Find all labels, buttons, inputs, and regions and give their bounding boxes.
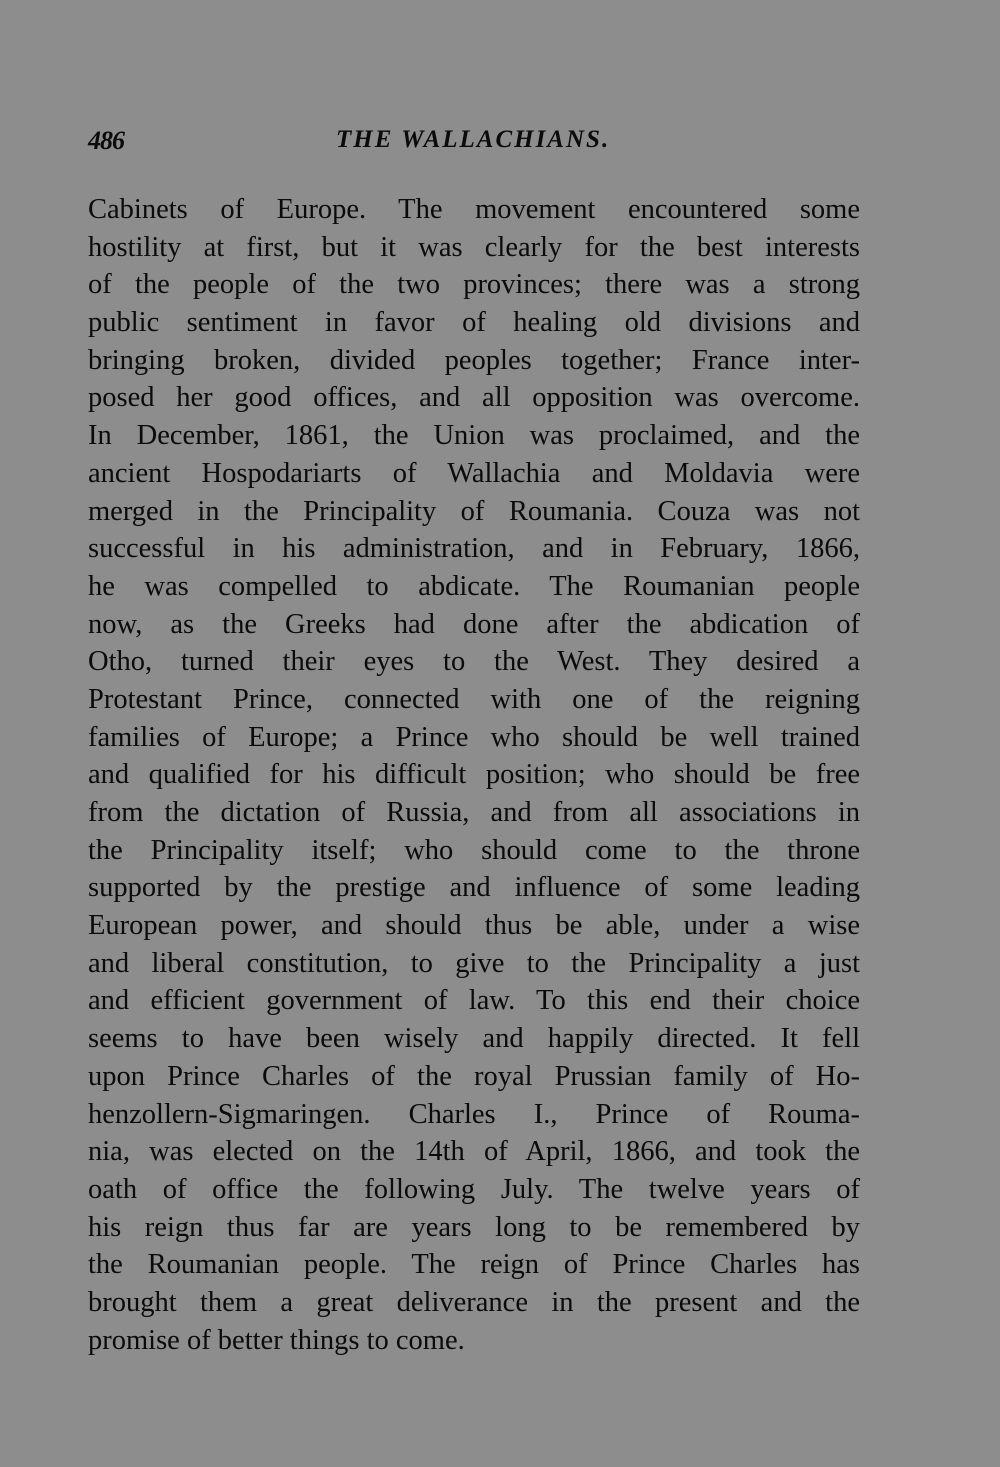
text-line: Protestant Prince, connected with one of the reigning xyxy=(88,683,860,715)
text-line: brought them a great deliverance in the present and the xyxy=(88,1286,860,1318)
text-line: merged in the Principality of Roumania. Couza was not xyxy=(88,495,860,527)
text-line: oath of office the following July. The twelve years of xyxy=(88,1173,860,1205)
body-text xyxy=(88,191,860,1359)
running-head xyxy=(88,126,860,162)
text-line: nia, was elected on the 14th of April, 1866, and took the xyxy=(88,1136,860,1168)
text-line: he was compelled to abdicate. The Roumanian people xyxy=(88,570,860,602)
text-line: of the people of the two provinces; there was a strong xyxy=(88,269,860,301)
text-line: seems to have been wisely and happily directed. It fell xyxy=(88,1023,860,1055)
text-line: European power, and should thus be able, under a wise xyxy=(88,910,860,942)
page-number: 486 xyxy=(88,126,124,155)
text-line: and liberal constitution, to give to the Principality a just xyxy=(88,947,860,979)
text-line: hostility at first, but it was clearly for the best interests xyxy=(88,231,860,263)
text-line: Otho, turned their eyes to the West. They desired a xyxy=(88,646,860,678)
text-line: from the dictation of Russia, and from all associations in xyxy=(88,797,860,828)
text-line: families of Europe; a Prince who should be well trained xyxy=(88,721,860,753)
text-line: promise of better things to come. xyxy=(88,1324,465,1356)
text-line: public sentiment in favor of healing old divisions and xyxy=(88,307,860,339)
text-line: supported by the prestige and influence of some leading xyxy=(88,872,860,904)
text-line: In December, 1861, the Union was proclaimed, and the xyxy=(88,420,860,452)
text-line: the Principality itself; who should come to the throne xyxy=(88,834,860,866)
text-line: henzollern-Sigmaringen. Charles I., Prince of Rouma- xyxy=(88,1098,860,1130)
text-line: and qualified for his difficult position; who should be free xyxy=(88,759,860,791)
text-line: posed her good offices, and all opposition was overcome. xyxy=(88,382,860,414)
text-line: upon Prince Charles of the royal Prussian family of Ho- xyxy=(88,1060,860,1092)
text-line: and efficient government of law. To this end their choice xyxy=(88,985,860,1017)
text-line: ancient Hospodariarts of Wallachia and Moldavia were xyxy=(88,457,860,489)
text-line: Cabinets of Europe. The movement encountered some xyxy=(88,194,860,225)
text-line: the Roumanian people. The reign of Prince Charles has xyxy=(88,1249,860,1281)
text-line: successful in his administration, and in February, 1866, xyxy=(88,533,860,565)
running-title: THE WALLACHIANS. xyxy=(336,126,611,153)
text-line: now, as the Greeks had done after the abdication of xyxy=(88,608,860,640)
text-line: his reign thus far are years long to be remembered by xyxy=(88,1211,860,1243)
text-line: bringing broken, divided peoples together; France inter- xyxy=(88,344,860,376)
